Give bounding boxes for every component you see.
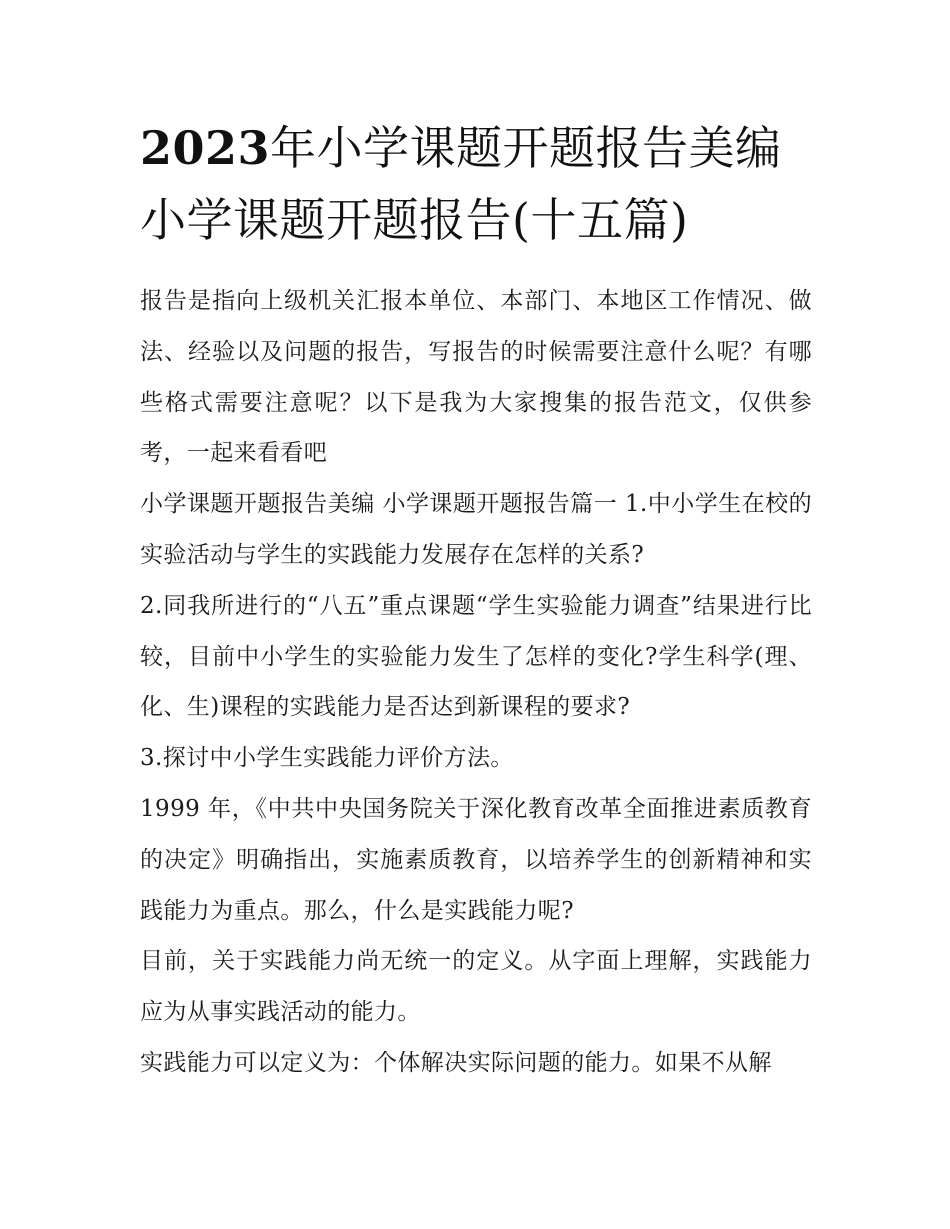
- document-title: [140, 112, 812, 256]
- document-page: [140, 112, 812, 1089]
- paragraph-question-3: 3.探讨中小学生实践能力评价方法。: [140, 745, 514, 772]
- paragraph-question-2: 2.同我所进行的“八五”重点课题“学生实验能力调查”结果进行比较，目前中小学生的实验能力发生了怎样的变化?学生科学(理、化、生)课程的实践能力是否达到新课程的要求?: [140, 592, 812, 721]
- paragraph-intro: 报告是指向上级机关汇报本单位、本部门、本地区工作情况、做法、经验以及问题的报告，写报告的时候需要注意什么呢？有哪些格式需要注意呢？以下是我为大家搜集的报告范文，仅供参考，一起来看看吧: [140, 288, 812, 467]
- document-body: [140, 276, 812, 1089]
- title-text: 年小学课题开题报告美编小学课题开题报告(十五篇): [140, 121, 782, 247]
- paragraph-question-1: 小学课题开题报告美编 小学课题开题报告篇一 1.中小学生在校的实验活动与学生的实践能力发展存在怎样的关系?: [140, 491, 812, 568]
- title-year: 2023: [140, 121, 271, 175]
- paragraph-1999-decision: 1999 年，《中共中央国务院关于深化教育改革全面推进素质教育的决定》明确指出，实施素质教育，以培养学生的创新精神和实践能力为重点。那么，什么是实践能力呢?: [140, 795, 812, 924]
- paragraph-definition: 目前，关于实践能力尚无统一的定义。从字面上理解，实践能力应为从事实践活动的能力。: [140, 948, 812, 1026]
- paragraph-practical-ability: 实践能力可以定义为：个体解决实际问题的能力。如果不从解: [140, 1049, 772, 1076]
